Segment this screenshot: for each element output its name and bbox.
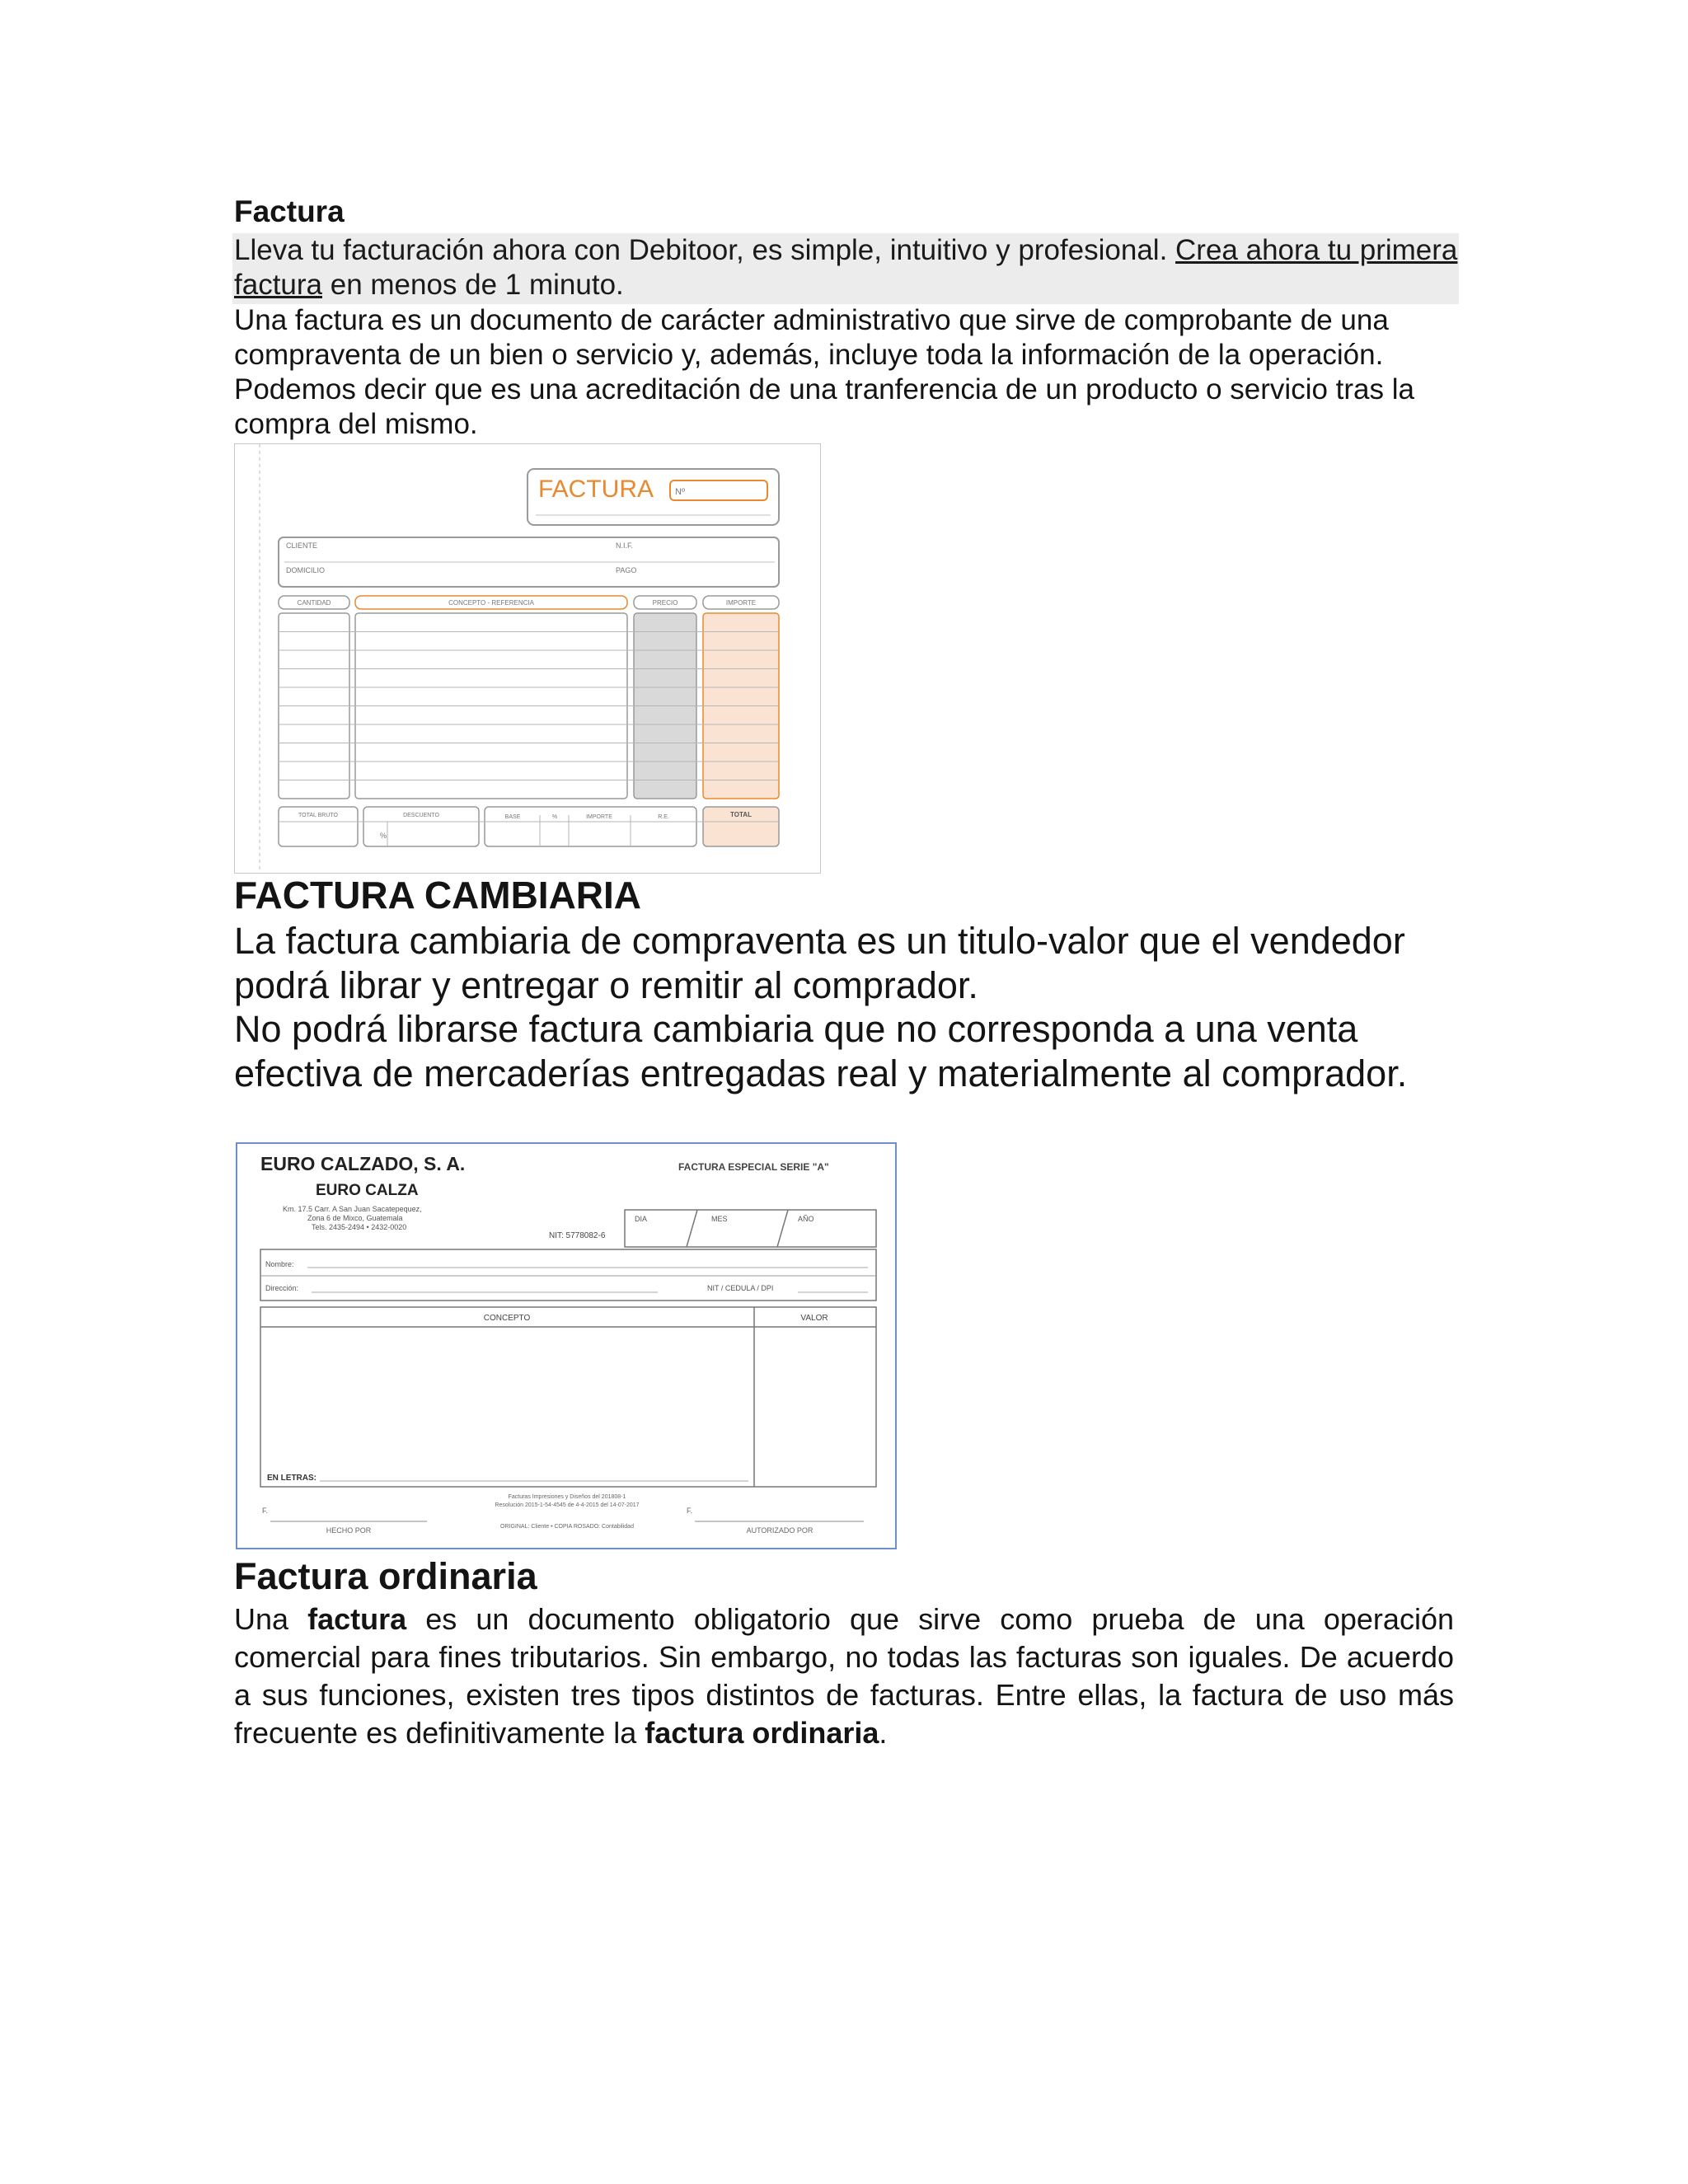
create-invoice-link[interactable]: Crea ahora tu primera factura <box>234 234 1458 301</box>
svg-text:Km. 17.5 Carr. A San Juan Saca: Km. 17.5 Carr. A San Juan Sacatepequez, <box>283 1205 422 1213</box>
svg-text:PAGO: PAGO <box>616 566 637 574</box>
svg-text:Zona 6 de Mixco, Guatemala: Zona 6 de Mixco, Guatemala <box>307 1214 403 1222</box>
svg-text:NIT / CEDULA / DPI: NIT / CEDULA / DPI <box>707 1284 774 1292</box>
svg-text:CONCEPTO - REFERENCIA: CONCEPTO - REFERENCIA <box>448 599 534 607</box>
company-name: EURO CALZADO, S. A. <box>260 1153 466 1174</box>
svg-text:CLIENTE: CLIENTE <box>286 541 318 550</box>
svg-text:CONCEPTO: CONCEPTO <box>483 1314 531 1323</box>
svg-text:F.: F. <box>687 1507 693 1515</box>
cambiaria-paragraph-2: No podrá librarse factura cambiaria que no corresponda a una venta efectiva de mercaderías entregadas real y materialmente al comprador. <box>234 1008 1408 1094</box>
svg-text:MES: MES <box>711 1215 728 1223</box>
ordinaria-paragraph: Una factura es un documento obligatorio que sirve como prueba de una operación comercial para fines tributarios. Sin embargo, no todas las facturas son iguales. De acuerdo a sus funciones, existen tres tipos distintos de facturas. Entre ellas, la factura de uso más frecuente es definitivamente la factura ordinaria. <box>234 1602 1454 1750</box>
svg-text:Facturas Impresiones y Diseños: Facturas Impresiones y Diseños del 201808-1 <box>508 1494 626 1500</box>
svg-text:F.: F. <box>262 1507 269 1515</box>
svg-text:N.I.F.: N.I.F. <box>616 541 634 550</box>
invoice-title: FACTURA <box>538 476 654 503</box>
cambiaria-paragraph-1: La factura cambiaria de compraventa es un titulo-valor que el vendedor podrá librar y entregar o remitir al comprador. <box>234 920 1405 1006</box>
svg-text:BASE: BASE <box>504 814 521 820</box>
svg-text:ORIGINAL: Cliente • COPIA ROSA: ORIGINAL: Cliente • COPIA ROSADO: Contabilidad <box>500 1524 634 1530</box>
svg-text:IMPORTE: IMPORTE <box>725 599 757 607</box>
serie-label: FACTURA ESPECIAL SERIE "A" <box>678 1161 829 1173</box>
invoice-number-label: Nº <box>675 487 685 497</box>
svg-text:Nombre:: Nombre: <box>265 1260 294 1268</box>
svg-text:VALOR: VALOR <box>800 1314 828 1323</box>
cambiaria-text <box>234 919 1470 1095</box>
svg-text:%: % <box>551 814 558 820</box>
svg-text:DESCUENTO: DESCUENTO <box>403 813 439 818</box>
heading-factura-cambiaria: FACTURA CAMBIARIA <box>234 874 642 916</box>
intro-paragraph: Una factura es un documento de carácter administrativo que sirve de comprobante de una compraventa de un bien o servicio y, además, incluye toda la información de la operación. Podemos decir que es una acreditación de una tranferencia de un producto o servicio tras la compra del mismo. <box>234 304 1414 440</box>
svg-text:Dirección:: Dirección: <box>265 1284 299 1292</box>
svg-text:EN LETRAS:: EN LETRAS: <box>267 1474 316 1483</box>
invoice-form-image-2 <box>236 1142 897 1549</box>
svg-text:DOMICILIO: DOMICILIO <box>286 566 326 574</box>
svg-text:TOTAL: TOTAL <box>730 811 752 818</box>
svg-text:Tels. 2435-2494 • 2432-0020: Tels. 2435-2494 • 2432-0020 <box>312 1223 407 1231</box>
svg-text:NIT: 5778082-6: NIT: 5778082-6 <box>549 1231 606 1240</box>
heading-factura-ordinaria: Factura ordinaria <box>234 1555 537 1597</box>
svg-text:%: % <box>380 832 387 840</box>
promo-banner <box>232 233 1459 304</box>
svg-text:R.E.: R.E. <box>658 814 669 820</box>
svg-text:AÑO: AÑO <box>798 1215 814 1223</box>
svg-text:TOTAL BRUTO: TOTAL BRUTO <box>298 813 338 818</box>
svg-text:Resolución 2015-1-54-4545 de 4: Resolución 2015-1-54-4545 de 4-4-2015 del 14-07-2017 <box>495 1502 640 1508</box>
svg-text:IMPORTE: IMPORTE <box>586 814 612 820</box>
svg-text:AUTORIZADO POR: AUTORIZADO POR <box>746 1526 814 1535</box>
invoice-form-image-1 <box>234 443 821 874</box>
svg-text:DIA: DIA <box>635 1215 648 1223</box>
promo-text: Lleva tu facturación ahora con Debitoor, es simple, intuitivo y profesional. Crea ahora tu primera factura en menos de 1 minuto. <box>234 234 1458 301</box>
company-brand: EURO CALZA <box>316 1182 419 1199</box>
svg-text:CANTIDAD: CANTIDAD <box>297 599 331 607</box>
heading-factura: Factura <box>234 194 345 228</box>
svg-text:HECHO POR: HECHO POR <box>326 1526 372 1535</box>
svg-text:PRECIO: PRECIO <box>652 599 678 607</box>
